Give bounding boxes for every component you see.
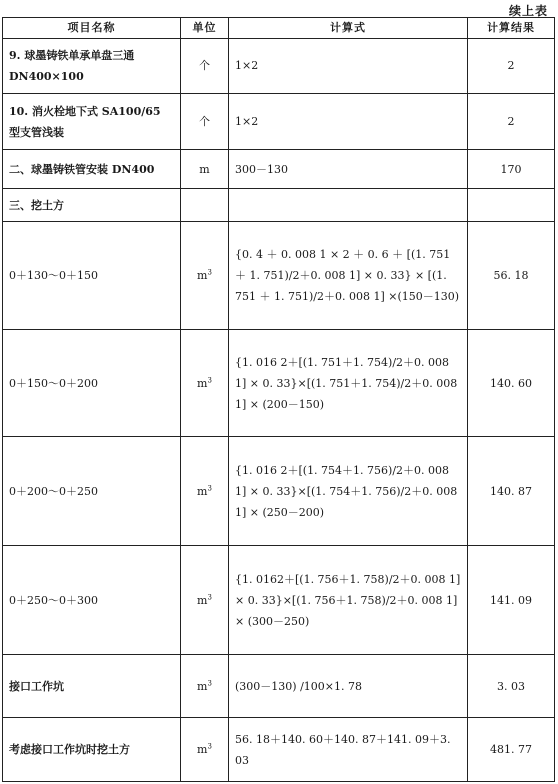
row-formula: {1. 016 2＋[(1. 754＋1. 756)/2＋0. 008 1] × 0. 33}×[(1. 754＋1. 756)/2＋0. 008 1] × (250－200) (229, 437, 468, 545)
row-item-name: 9. 球墨铸铁单承单盘三通 DN400×100 (3, 39, 181, 94)
row-result: 2 (468, 93, 555, 150)
row-formula: 56. 18＋140. 60＋140. 87＋141. 09＋3. 03 (229, 718, 468, 782)
table-row (3, 437, 555, 545)
row-formula: {1. 0162＋[(1. 756＋1. 758)/2＋0. 008 1] × 0. 33}×[(1. 756＋1. 758)/2＋0. 008 1] × (300－250) (229, 545, 468, 654)
table-row (3, 655, 555, 718)
table-row (3, 189, 555, 222)
row-item-name: 考虑接口工作坑时挖土方 (3, 718, 181, 782)
row-item-name: 三、挖土方 (3, 189, 181, 222)
row-item-name: 0＋250～0＋300 (3, 545, 181, 654)
row-item-name: 0＋150～0＋200 (3, 329, 181, 436)
row-formula: 300－130 (229, 150, 468, 189)
row-formula: 1×2 (229, 93, 468, 150)
row-result: 140. 87 (468, 437, 555, 545)
row-unit: $m^3$ (181, 545, 229, 654)
header-unit: 单位 (181, 18, 229, 39)
row-result: 2 (468, 39, 555, 94)
row-unit: $m^3$ (181, 222, 229, 329)
row-formula (229, 189, 468, 222)
row-unit: $m^3$ (181, 437, 229, 545)
table-header-row (3, 18, 555, 39)
table-row (3, 718, 555, 782)
row-unit: m (181, 150, 229, 189)
row-item-name: 0＋130～0＋150 (3, 222, 181, 329)
header-formula: 计算式 (229, 18, 468, 39)
row-unit: $m^3$ (181, 655, 229, 718)
row-unit: 个 (181, 93, 229, 150)
table-row (3, 150, 555, 189)
row-unit: $m^3$ (181, 329, 229, 436)
table-row (3, 222, 555, 329)
row-result: 481. 77 (468, 718, 555, 782)
row-formula: {1. 016 2＋[(1. 751＋1. 754)/2＋0. 008 1] × 0. 33}×[(1. 751＋1. 754)/2＋0. 008 1] × (200－150) (229, 329, 468, 436)
row-result: 56. 18 (468, 222, 555, 329)
table-row (3, 39, 555, 94)
row-item-name: 0＋200～0＋250 (3, 437, 181, 545)
quantity-calculation-table (2, 17, 555, 782)
header-item-name: 项目名称 (3, 18, 181, 39)
row-result: 140. 60 (468, 329, 555, 436)
table-row (3, 93, 555, 150)
row-item-name: 10. 消火栓地下式 SA100/65 型支管浅装 (3, 93, 181, 150)
row-result: 141. 09 (468, 545, 555, 654)
table-row (3, 329, 555, 436)
row-item-name: 接口工作坑 (3, 655, 181, 718)
row-formula: (300－130) /100×1. 78 (229, 655, 468, 718)
row-formula: 1×2 (229, 39, 468, 94)
row-result (468, 189, 555, 222)
row-item-name: 二、球墨铸铁管安装 DN400 (3, 150, 181, 189)
row-unit: 个 (181, 39, 229, 94)
continuation-label: 续上表 (508, 4, 548, 18)
row-unit: $m^3$ (181, 718, 229, 782)
row-result: 3. 03 (468, 655, 555, 718)
row-result: 170 (468, 150, 555, 189)
row-unit (181, 189, 229, 222)
table-row (3, 545, 555, 654)
row-formula: {0. 4 ＋ 0. 008 1 × 2 ＋ 0. 6 ＋ [(1. 751 ＋ 1. 751)/2＋0. 008 1] × 0. 33} × [(1. 751 ＋ 1. 751)/2＋0. 008 1] ×(150－130) (229, 222, 468, 329)
header-result: 计算结果 (468, 18, 555, 39)
